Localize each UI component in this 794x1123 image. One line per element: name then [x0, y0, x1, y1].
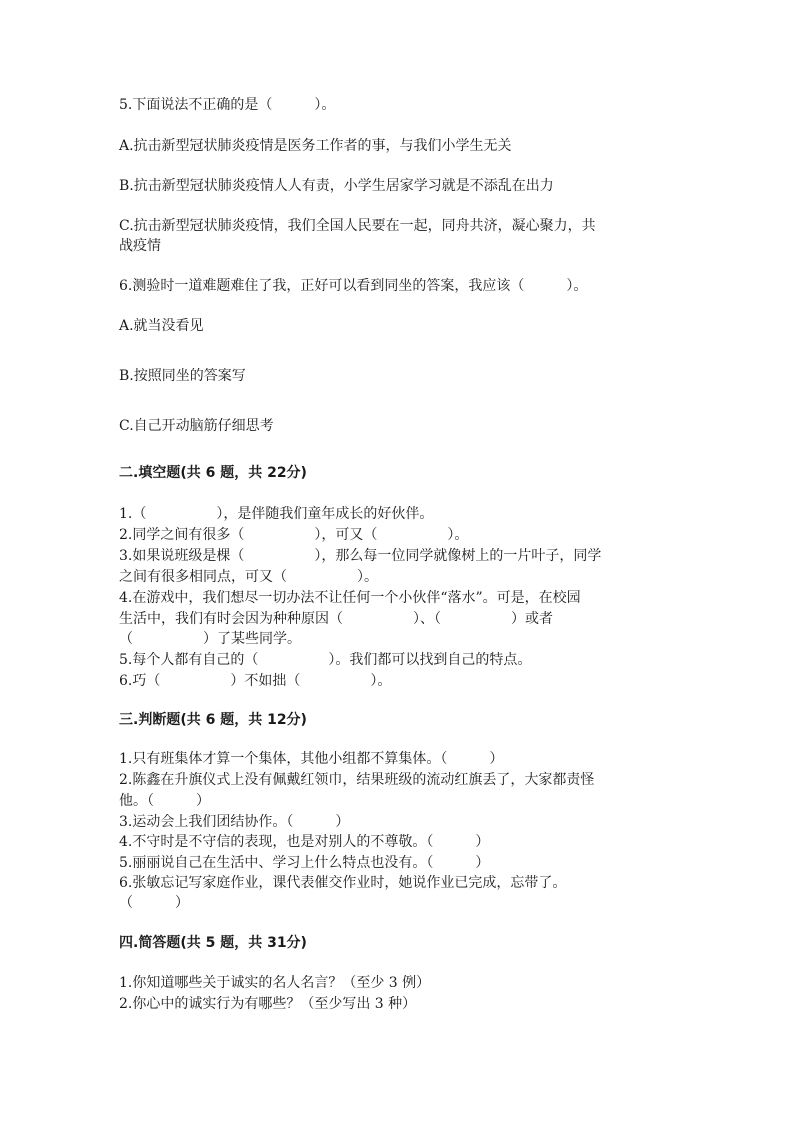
judge-line-6: 5.丽丽说自己在生活中、学习上什么特点也没有。（ ） — [119, 855, 490, 871]
fill-line-2: 2.同学之间有很多（ ），可又（ ）。 — [119, 527, 469, 543]
question-5-option-a: A.抗击新型冠状肺炎疫情是医务工作者的事，与我们小学生无关 — [119, 138, 512, 154]
question-6-stem: 6.测验时一道难题难住了我，正好可以看到同坐的答案，我应该（ ）。 — [119, 278, 588, 294]
fill-line-8: 5.每个人都有自己的（ ）。我们都可以找到自己的特点。 — [119, 652, 532, 668]
judge-line-3: 他。（ ） — [119, 793, 210, 809]
fill-line-6: 生活中，我们有时会因为种种原因（ ）、（ ）或者 — [119, 611, 553, 627]
question-6-option-b: B.按照同坐的答案写 — [119, 368, 246, 384]
judge-line-8: （ ） — [119, 895, 189, 911]
judge-line-4: 3.运动会上我们团结协作。（ ） — [119, 814, 350, 830]
fill-line-1: 1.（ ），是伴随我们童年成长的好伙伴。 — [119, 506, 434, 522]
short-answer-line-2: 2.你心中的诚实行为有哪些？（至少写出 3 种） — [119, 996, 417, 1012]
fill-line-3: 3.如果说班级是棵（ ），那么每一位同学就像树上的一片叶子，同学 — [119, 548, 602, 564]
question-6-option-a: A.就当没看见 — [119, 318, 204, 334]
question-5-option-c-line2: 战疫情 — [119, 238, 161, 254]
judge-line-5: 4.不守时是不守信的表现，也是对别人的不尊敬。（ ） — [119, 834, 490, 850]
question-5-stem: 5.下面说法不正确的是（ ）。 — [119, 97, 336, 113]
fill-line-4: 之间有很多相同点，可又（ ）。 — [119, 569, 378, 585]
section-2-title: 二.填空题(共 6 题，共 22分) — [119, 465, 307, 481]
question-5-option-b: B.抗击新型冠状肺炎疫情人人有责，小学生居家学习就是不添乱在出力 — [119, 178, 554, 194]
section-4-title: 四.简答题(共 5 题，共 31分) — [119, 935, 307, 951]
fill-line-9: 6.巧（ ）不如拙（ ）。 — [119, 673, 392, 689]
judge-line-7: 6.张敏忘记写家庭作业，课代表催交作业时，她说作业已完成，忘带了。 — [119, 875, 567, 891]
question-6-option-c: C.自己开动脑筋仔细思考 — [119, 418, 274, 434]
judge-line-2: 2.陈鑫在升旗仪式上没有佩戴红领巾，结果班级的流动红旗丢了，大家都责怪 — [119, 772, 595, 788]
short-answer-line-1: 1.你知道哪些关于诚实的名人名言？（至少 3 例） — [119, 975, 431, 991]
fill-line-7: （ ）了某些同学。 — [119, 631, 301, 647]
judge-line-1: 1.只有班集体才算一个集体，其他小组都不算集体。（ ） — [119, 751, 504, 767]
question-5-option-c-line1: C.抗击新型冠状肺炎疫情，我们全国人民要在一起，同舟共济，凝心聚力，共 — [119, 218, 596, 234]
fill-line-5: 4.在游戏中，我们想尽一切办法不让任何一个小伙伴“落水”。可是，在校园 — [119, 590, 581, 606]
section-3-title: 三.判断题(共 6 题，共 12分) — [119, 712, 307, 728]
